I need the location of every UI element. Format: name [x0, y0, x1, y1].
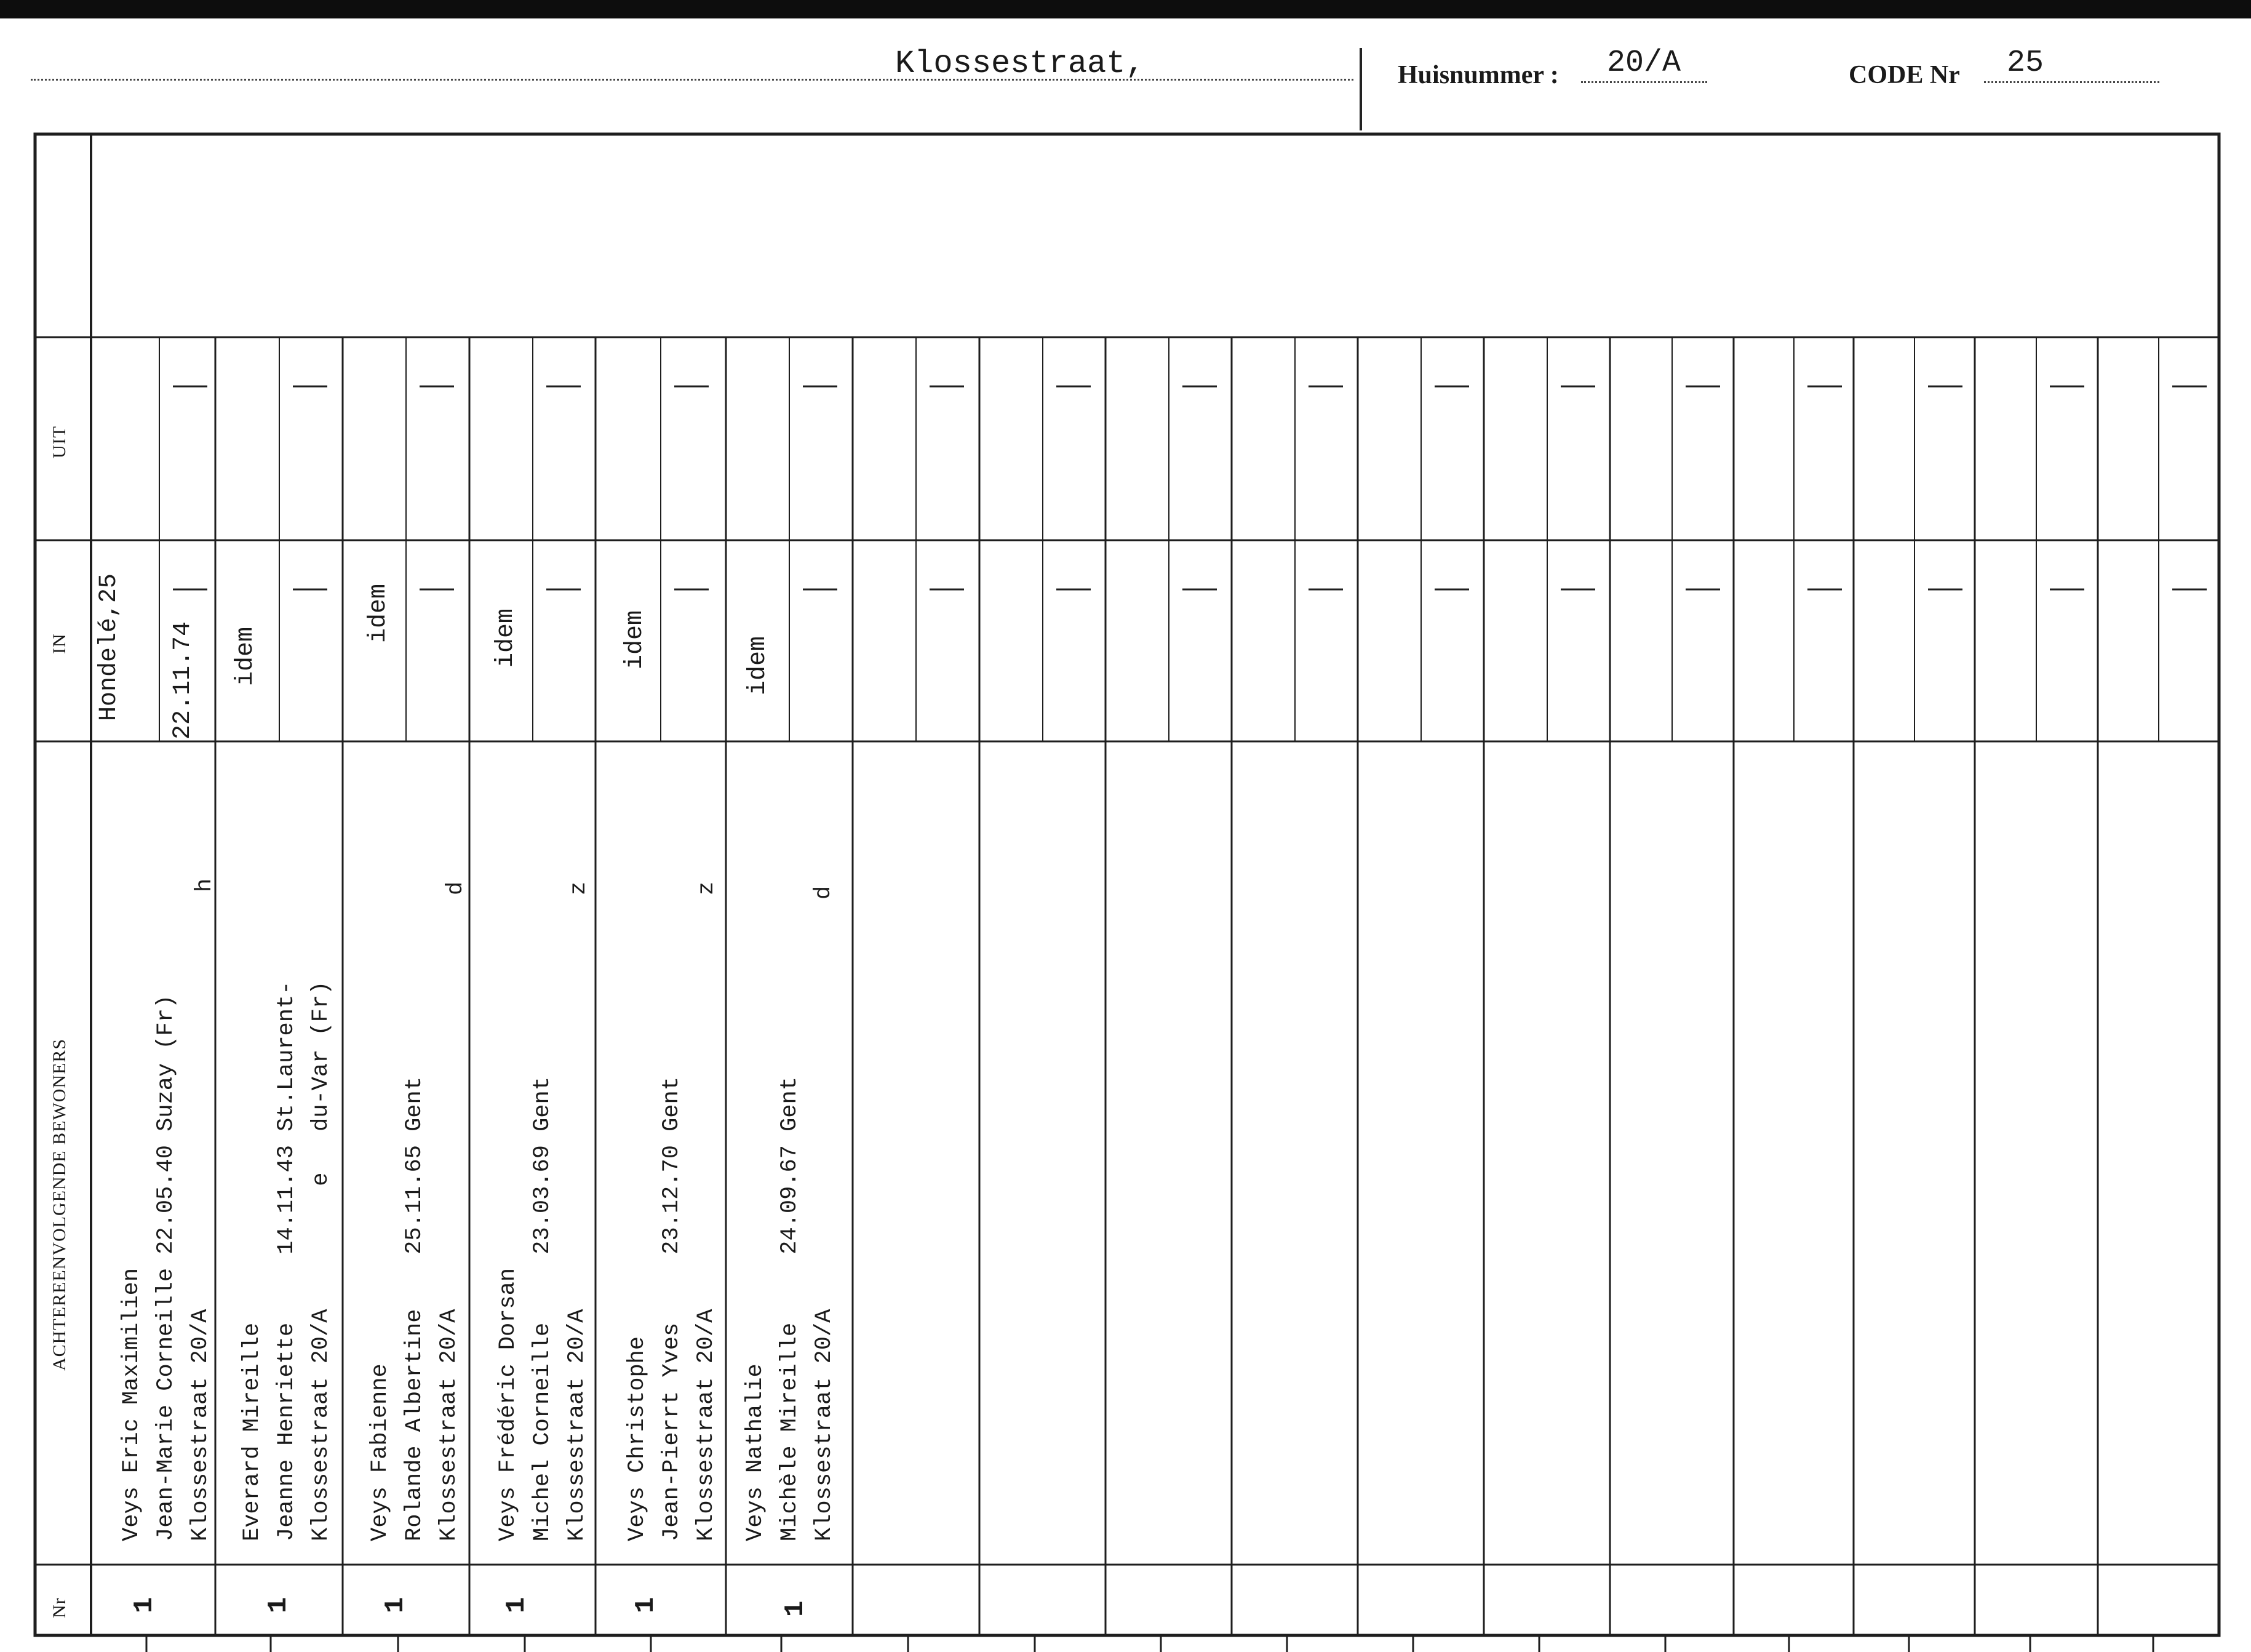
- in-previous-address: Hondelé,25: [95, 573, 123, 721]
- resident-entry-4: Veys Frédéric Dorsan Michel Corneille 23.03.69 Gent Klossestraat 20/A: [495, 1077, 590, 1541]
- resident-code-6: d: [811, 885, 837, 900]
- resident-in-4: idem: [492, 608, 520, 668]
- resident-entry-1: Veys Eric Maximilien Jean-Marie Corneille 22.05.40 Suzay (Fr) Klossestraat 20/A: [119, 994, 213, 1541]
- resident-in-3: idem: [365, 583, 392, 643]
- resident-entry-5: Veys Christophe Jean-Pierrt Yves 23.12.70 Gent Klossestraat 20/A: [624, 1077, 719, 1541]
- resident-in-5: idem: [621, 610, 649, 669]
- in-date: 22.11.74: [169, 621, 197, 740]
- house-number-label: Huisnummer :: [1398, 61, 1559, 89]
- resident-nr-5: 1: [631, 1597, 661, 1613]
- in-column-label: IN: [49, 633, 70, 654]
- resident-code-1: h: [192, 878, 218, 892]
- resident-in-6: idem: [744, 636, 772, 695]
- uit-column-label: UIT: [49, 426, 70, 458]
- resident-in-2: idem: [232, 626, 260, 686]
- resident-code-4: z: [566, 881, 592, 895]
- street-name: Klossestraat,: [895, 46, 1145, 82]
- resident-nr-1: 1: [129, 1597, 160, 1613]
- resident-nr-2: 1: [263, 1597, 294, 1613]
- resident-code-3: d: [443, 881, 469, 895]
- resident-entry-6: Veys Nathalie Michèle Mireille 24.09.67 Gent Klossestraat 20/A: [743, 1077, 837, 1541]
- code-number-value: 25: [2007, 46, 2044, 81]
- resident-nr-4: 1: [501, 1597, 532, 1613]
- nr-column-label: Nr: [49, 1597, 70, 1618]
- resident-entry-2: Everard Mireille Jeanne Henriette 14.11.43 St.Laurent- Klossestraat 20/A e du-Var (Fr): [239, 981, 334, 1541]
- house-number-value: 20/A: [1607, 46, 1681, 81]
- code-number-label: CODE Nr: [1849, 61, 1960, 89]
- resident-code-5: z: [694, 881, 720, 895]
- resident-entry-3: Veys Fabienne Rolande Albertine 25.11.65 Gent Klossestraat 20/A: [367, 1077, 462, 1541]
- residents-column-label: ACHTEREENVOLGENDE BEWONERS: [49, 1038, 70, 1371]
- resident-nr-6: 1: [780, 1600, 811, 1617]
- resident-nr-3: 1: [380, 1597, 411, 1613]
